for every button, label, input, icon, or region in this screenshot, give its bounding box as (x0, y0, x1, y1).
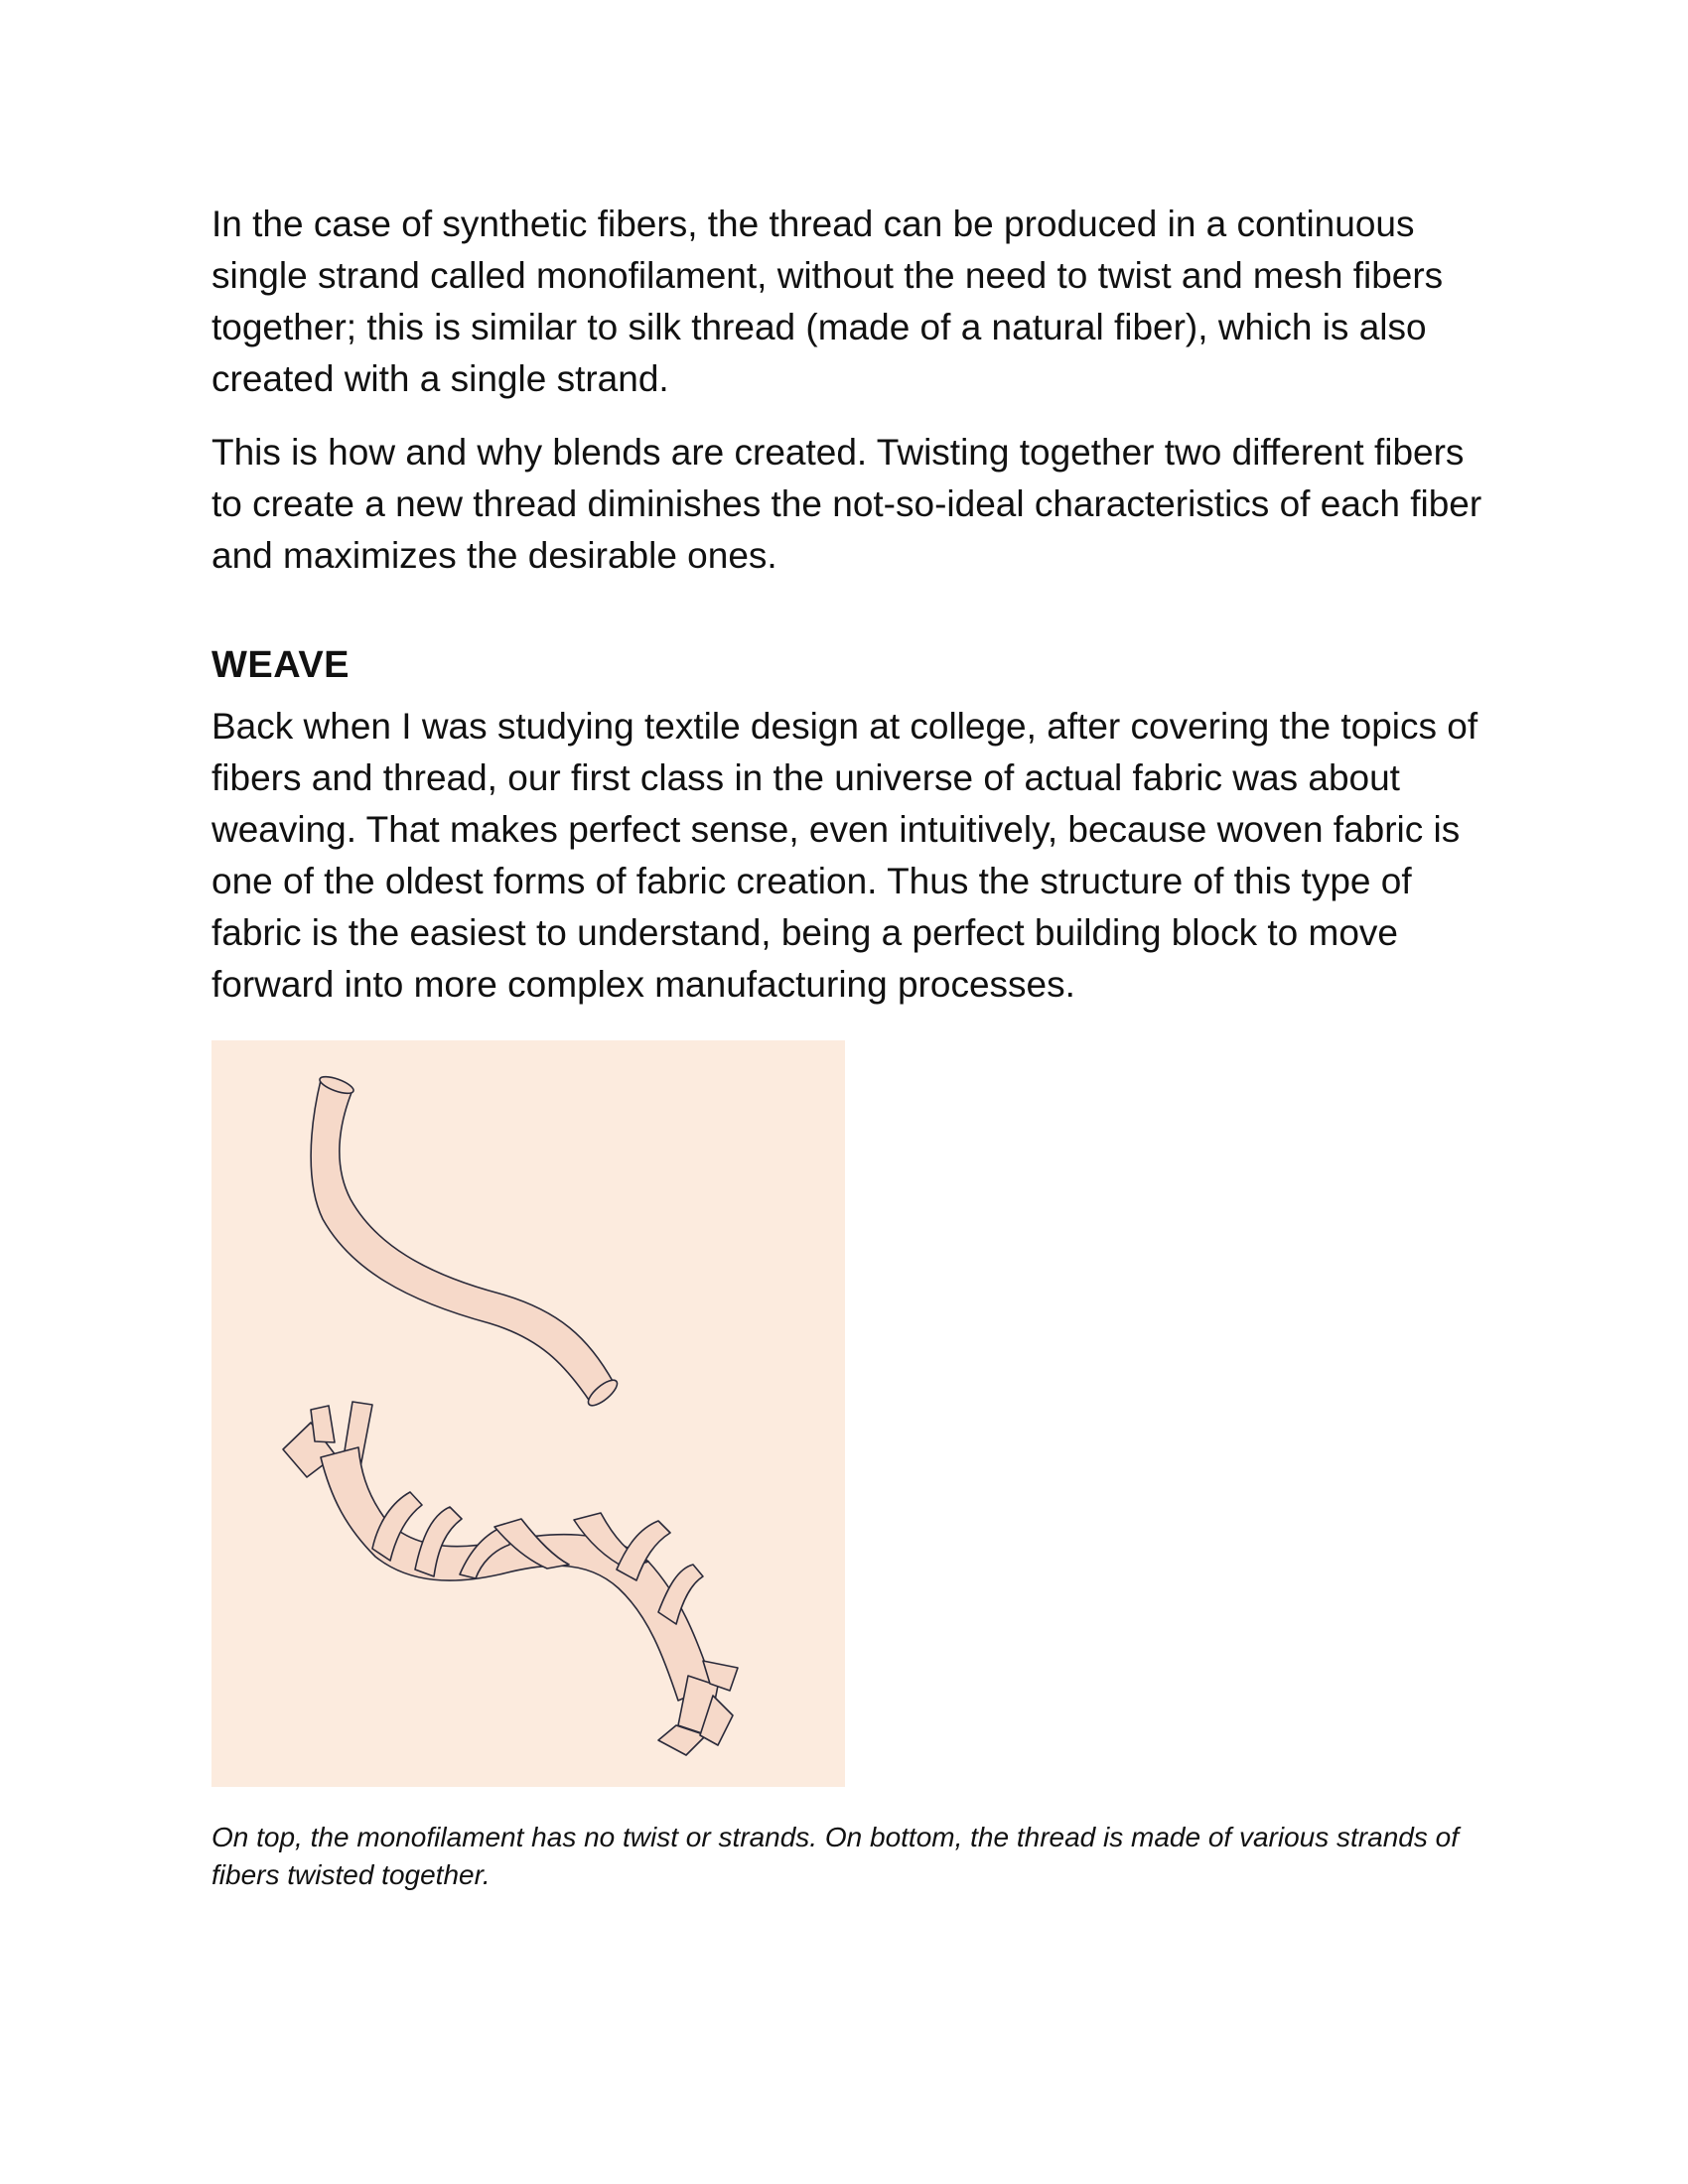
paragraph-weave: Back when I was studying textile design at college, after covering the topics of fibers and thread, our first class in the universe of actual fabric was about weaving. That makes perfect sense, even intuitively, because woven fabric is one of the oldest forms of fabric creation. Thus the structure of this type of fabric is the easiest to understand, being a perfect building block to move forward into more complex manufacturing processes. (211, 706, 1478, 1005)
paragraph-blends: This is how and why blends are created. Twisting together two different fibers to create a new thread diminishes the not-so-ideal characteristics of each fiber and maximizes the desirable ones. (211, 432, 1482, 576)
twisted-thread (283, 1402, 738, 1755)
page-content (211, 199, 1492, 1922)
thread-illustration (211, 1040, 845, 1787)
thread-illustration-svg (211, 1040, 845, 1787)
paragraph-synthetic-fibers: In the case of synthetic fibers, the thread can be produced in a continuous single strand called monofilament, without the need to twist and mesh fibers together; this is similar to silk thread (made of a natural fiber), which is also created with a single strand. (211, 204, 1444, 399)
section-heading-weave: WEAVE (211, 644, 351, 686)
monofilament-strand (311, 1073, 621, 1410)
figure-caption: On top, the monofilament has no twist or strands. On bottom, the thread is made of various strands of fibers twisted together. (211, 1822, 1459, 1890)
